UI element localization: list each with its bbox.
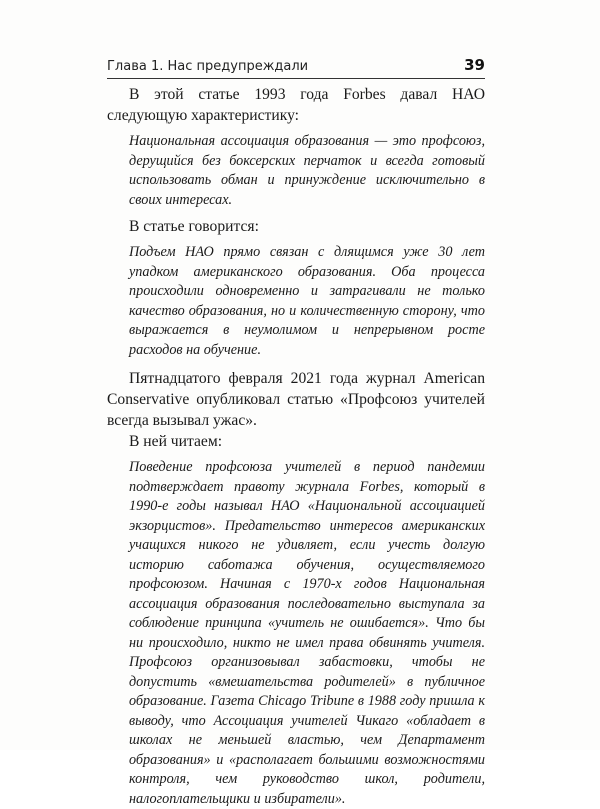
quote-forbes-1993: Национальная ассоциация образования — это профсоюз, дерущийся без боксерских перчаток и всегда готовый использовать обман и принуждение исключительно в своих интересах. bbox=[129, 133, 485, 208]
page-body bbox=[107, 84, 485, 809]
header-rule bbox=[107, 78, 485, 79]
quote-teachers-union: Поведение профсоюза учителей в период пандемии подтверждает правоту журнала Forbes, который в 1990-е годы называл НАО «Национальной ассоциацией экзорцистов». Предательство интересов американских учащихся никого не удивляет, если учесть долгую историю саботажа обучения, осуществляемого профсоюзом. Начиная с 1970-х годов Национальная ассоциация образования последовательно выступала за соблюдение принципа «учитель не ошибается». Что бы ни происходило, никто не имел права обвинять учителя. Профсоюз организовывал забастовки, чтобы не допустить «вмешательства родителей» в публичное образование. Газета Chicago Tribune в 1988 году пришла к выводу, что Ассоциация учителей Чикаго «обладает в школах не меньшей властью, чем Департамент образования» и «располагает большими возможностями контроля, чем руководство школ, родители, налогоплательщики и избиратели». bbox=[129, 459, 485, 807]
paragraph-we-read: В ней читаем: bbox=[129, 433, 223, 450]
paragraph-intro: В этой статье 1993 года Forbes давал НАО следующую характеристику: bbox=[107, 86, 485, 124]
paragraph-article-says: В статье говорится: bbox=[129, 218, 259, 235]
chapter-title: Глава 1. Нас предупреждали bbox=[107, 59, 309, 74]
page-number: 39 bbox=[464, 56, 485, 74]
quote-nao-rise: Подъем НАО прямо связан с длящимся уже 30 лет упадком американского образования. Оба процесса происходили одновременно и затрагивали не только качество образования, но и количественную сторону, что выражается в неумолимом и непрерывном росте расходов на обучение. bbox=[129, 244, 485, 358]
paragraph-american-conservative: Пятнадцатого февраля 2021 года журнал American Conservative опубликовал статью «Профсоюз учителей всегда вызывал ужас». bbox=[107, 370, 485, 429]
running-head bbox=[107, 56, 485, 74]
